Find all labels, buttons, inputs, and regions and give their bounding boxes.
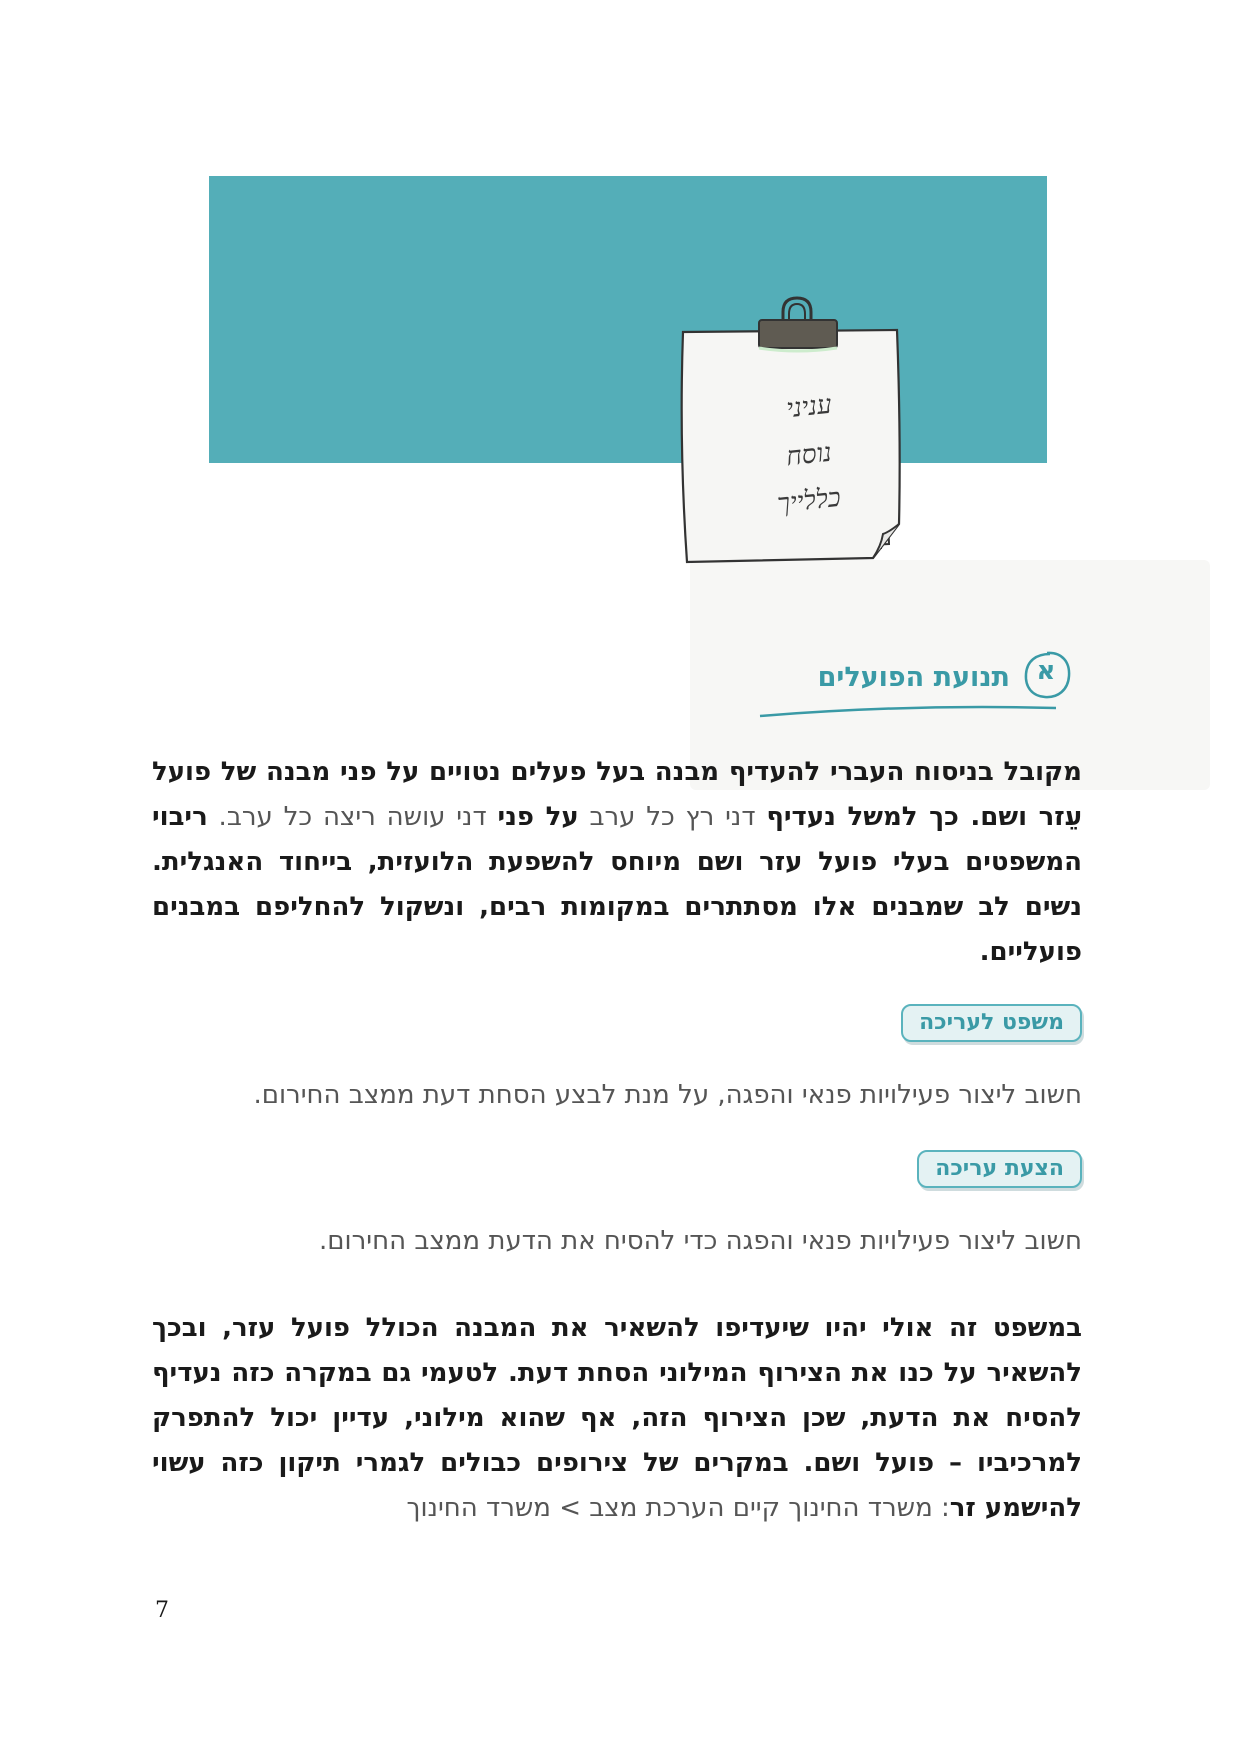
suggested-sentence: חשוב ליצור פעילויות פנאי והפגה כדי להסיח את הדעת ממצב החירום.	[318, 1226, 1082, 1256]
emphasis-phrase-1: הסחת דעת	[517, 1358, 650, 1388]
note-line-3: כללייך	[775, 482, 843, 520]
edit-suggestion-tag: הצעת עריכה	[917, 1150, 1082, 1188]
section-title: תנועת הפועלים	[817, 662, 1010, 693]
discussion-paragraph	[152, 1306, 1082, 1531]
intro-text-3: ריבוי המשפטים בעלי פועל עזר ושם מיוחס להשפעת הלועזית, בייחוד האנגלית. נשים לב שמבנים אלו מסתתרים במקומות רבים, ונשקול להחליפם במבנים פועליים.	[152, 802, 1082, 967]
section-heading	[742, 650, 1102, 720]
example-phrase-1: דני רץ כל ערב	[578, 802, 767, 832]
discussion-text-3: , שכן הצירוף הזה, אף שהוא מילוני, עדיין יכול להתפרק למרכיביו – פועל ושם. במקרים של צירופים כבולים לגמרי תיקון כזה עשוי להישמע זר	[152, 1403, 1082, 1523]
example-phrase-3: : משרד החינוך קיים הערכת מצב > משרד החינוך	[406, 1493, 950, 1523]
intro-paragraph	[152, 750, 1082, 975]
section-letter: א	[1036, 656, 1056, 686]
emphasis-phrase-2: להסיח את הדעת	[870, 1403, 1082, 1433]
example-phrase-2: דני עושה ריצה כל ערב.	[207, 802, 498, 832]
clipboard-note	[675, 296, 915, 580]
note-line-1: עניני	[784, 389, 834, 425]
original-sentence: חשוב ליצור פעילויות פנאי והפגה, על מנת לבצע הסחת דעת ממצב החירום.	[253, 1080, 1082, 1110]
discussion-text-1: במשפט זה אולי יהיו שיעדיפו להשאיר את המבנה הכולל פועל עזר, ובכך להשאיר על כנו את הצירוף המילוני	[152, 1313, 1082, 1388]
underline-swoosh-icon	[758, 702, 1058, 722]
clipboard-note-icon	[675, 296, 915, 580]
page-number: 7	[155, 1598, 169, 1623]
intro-text-2: על פני	[497, 802, 579, 832]
note-line-2: נוסח	[784, 437, 834, 473]
intro-text-1: מקובל בניסוח העברי להעדיף מבנה בעל פעלים נטויים על פני מבנה של פועל עֵזר ושם. כך למשל נעדיף	[152, 757, 1082, 832]
discussion-text-2: . לטעמי גם במקרה כזה נעדיף	[152, 1358, 518, 1388]
sentence-to-edit-tag: משפט לעריכה	[901, 1004, 1082, 1042]
header-banner	[209, 176, 1047, 463]
